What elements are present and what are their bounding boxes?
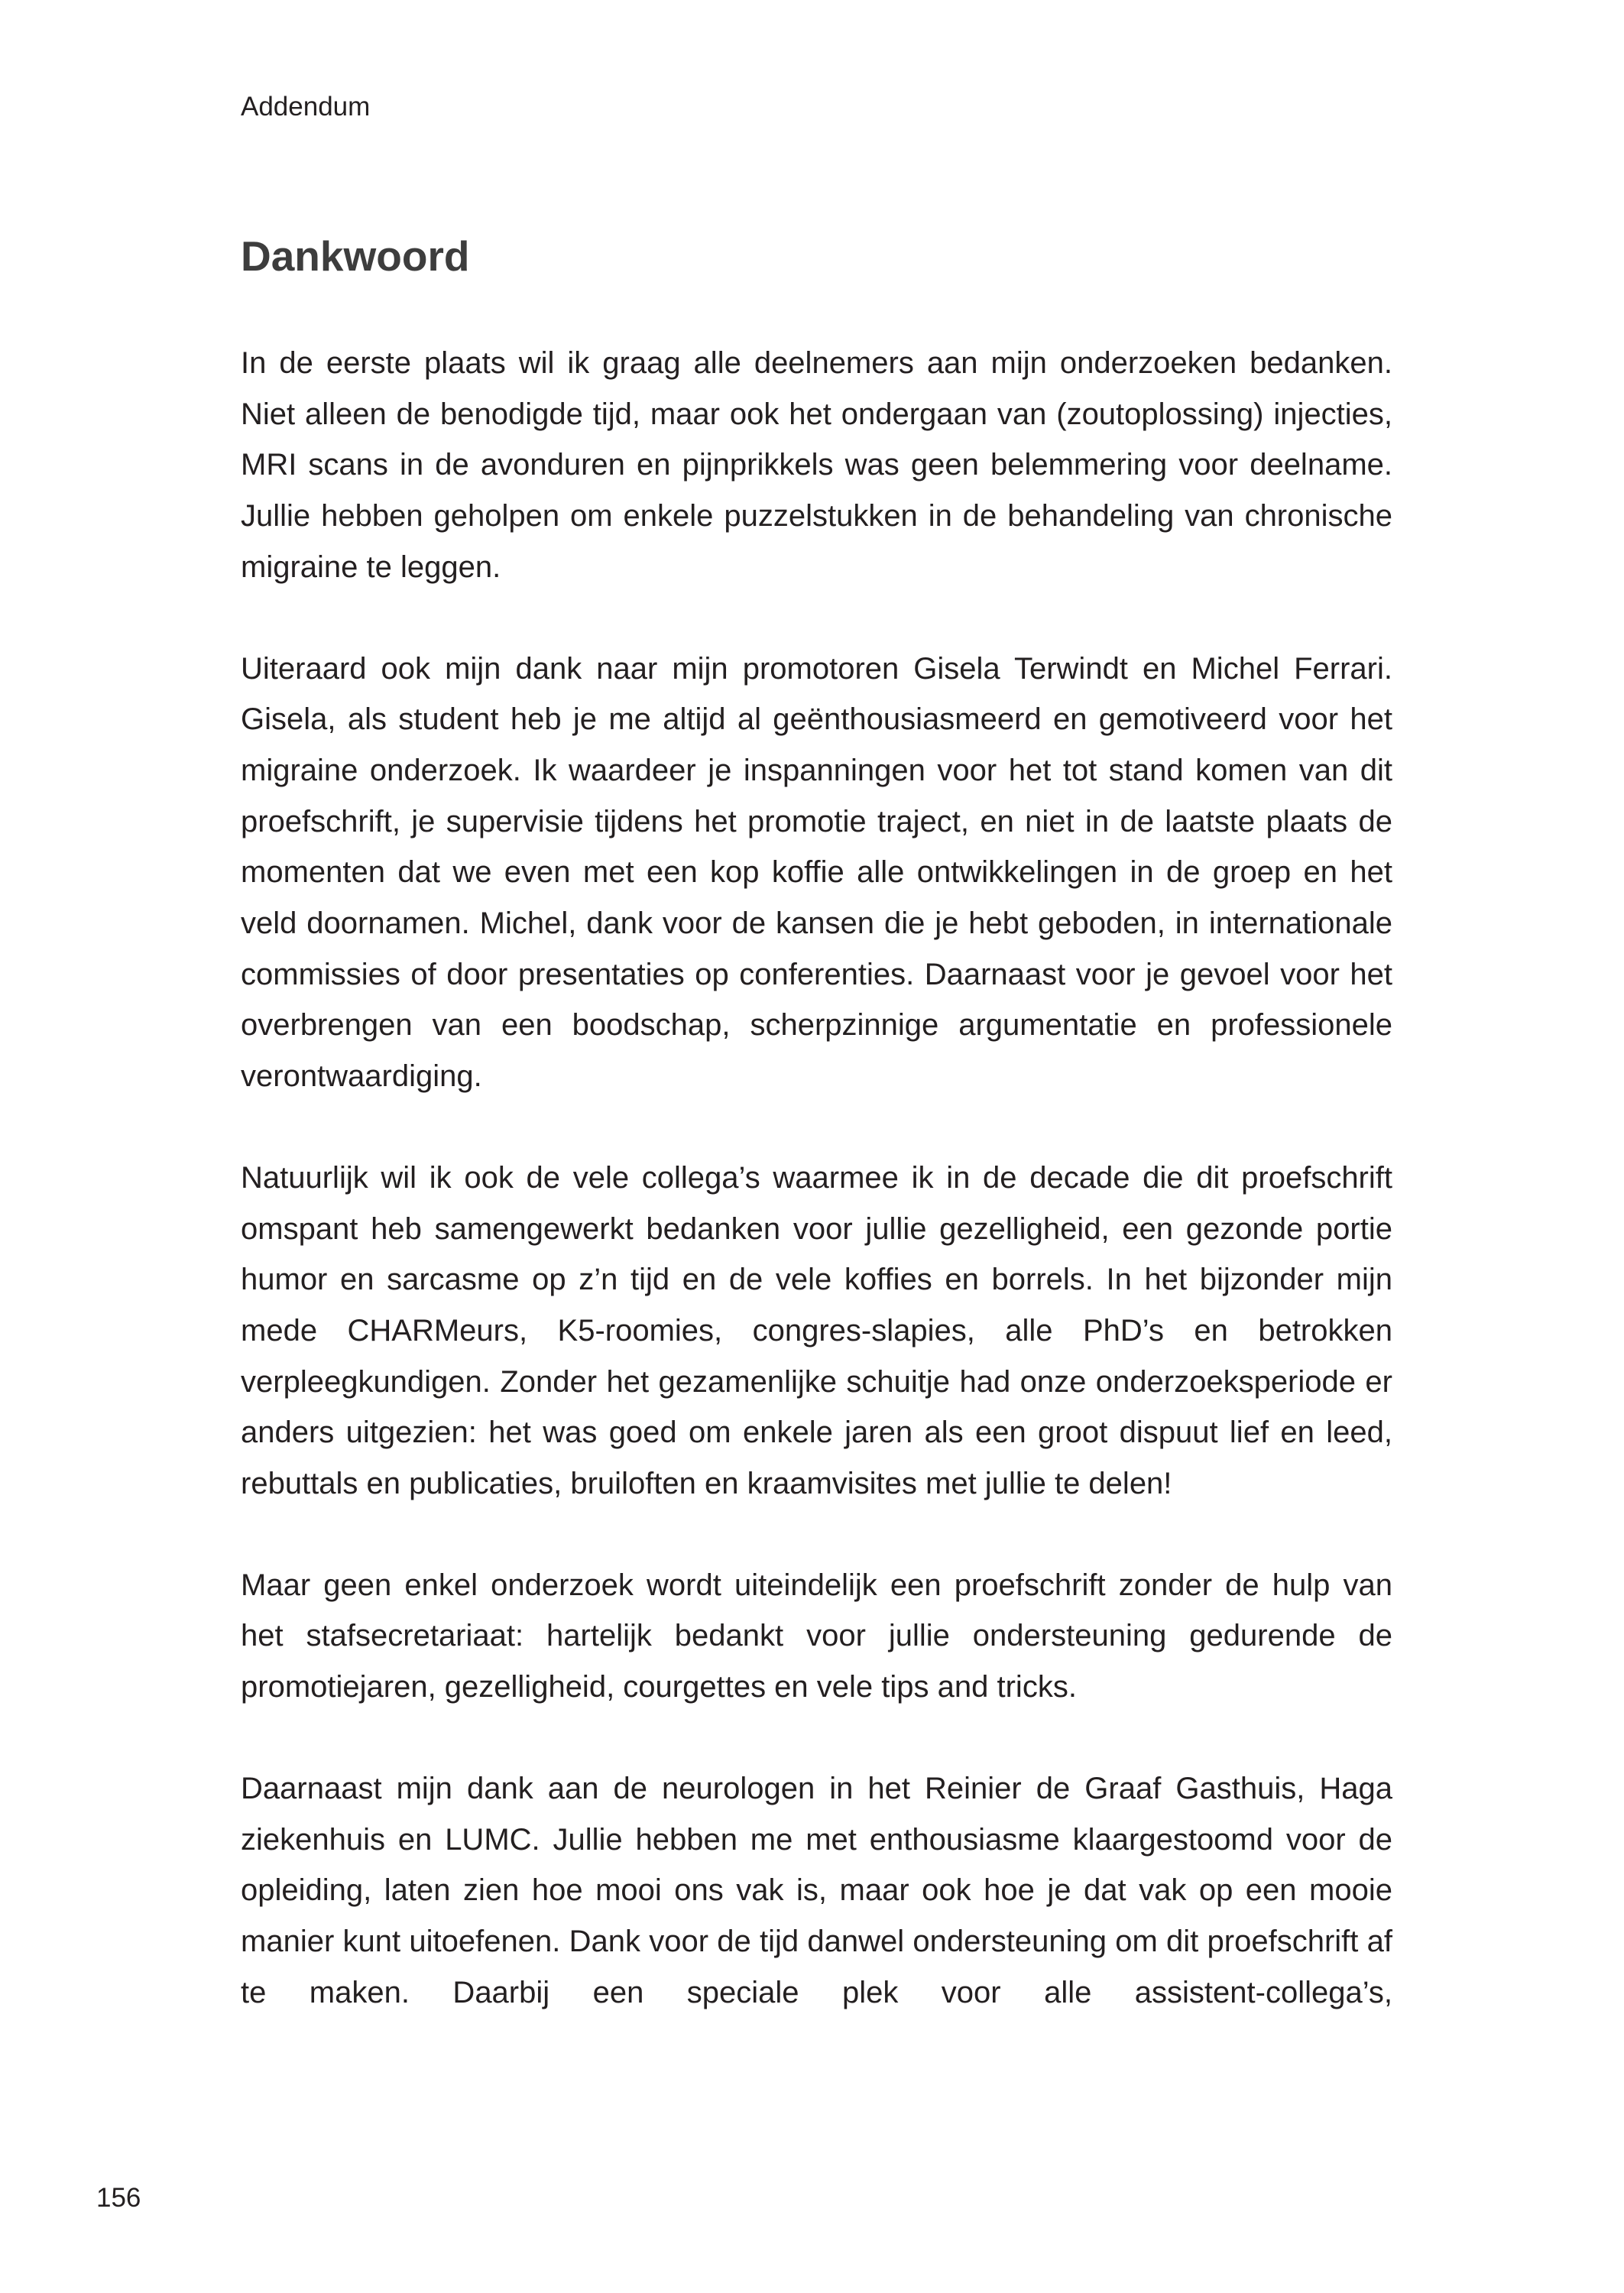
page-title: Dankwoord bbox=[241, 232, 470, 280]
paragraph-promotors: Uiteraard ook mijn dank naar mijn promotoren Gisela Terwindt en Michel Ferrari. Gisela, als student heb je me altijd al geënthousiasmeerd en gemotiveerd voor het migraine onderzoek. Ik waardeer je inspanningen voor het tot stand komen van dit proefschrift, je supervisie tijdens het promotie traject, en niet in de laatste plaats de momenten dat we even met een kop koffie alle ontwikkelingen in de groep en het veld doornamen. Michel, dank voor de kansen die je hebt geboden, in internationale commissies of door presentaties op conferenties. Daarnaast voor je gevoel voor het overbrengen van een boodschap, scherpzinnige argumentatie en professionele verontwaardiging. bbox=[241, 651, 1392, 1094]
paragraph-secretariat: Maar geen enkel onderzoek wordt uiteindelijk een proefschrift zonder de hulp van het stafsecretariaat: hartelijk bedankt voor jullie ondersteuning gedurende de promotiejaren, gezelligheid, courgettes en vele tips and tricks. bbox=[241, 1568, 1392, 1704]
paragraph-colleagues: Natuurlijk wil ik ook de vele collega’s waarmee ik in de decade die dit proefschrift omspant heb samengewerkt bedanken voor jullie gezelligheid, een gezonde portie humor en sarcasme op z’n tijd en de vele koffies en borrels. In het bijzonder mijn mede CHARMeurs, K5-roomies, congres-slapies, alle PhD’s en betrokken verpleegkundigen. Zonder het gezamenlijke schuitje had onze onderzoeksperiode er anders uitgezien: het was goed om enkele jaren als een groot dispuut lief en leed, rebuttals en publicaties, bruiloften en kraamvisites met jullie te delen! bbox=[241, 1160, 1392, 1501]
page-number: 156 bbox=[96, 2183, 141, 2213]
paragraph-participants: In de eerste plaats wil ik graag alle deelnemers aan mijn onderzoeken bedanken. Niet alleen de benodigde tijd, maar ook het ondergaan van (zoutoplossing) injecties, MRI scans in de avonduren en pijnprikkels was geen belemmering voor deelname. Jullie hebben geholpen om enkele puzzelstukken in de behandeling van chronische migraine te leggen. bbox=[241, 346, 1392, 584]
body-text bbox=[241, 338, 1392, 2068]
paragraph-neurologists: Daarnaast mijn dank aan de neurologen in het Reinier de Graaf Gasthuis, Haga ziekenhuis en LUMC. Jullie hebben me met enthousiasme klaargestoomd voor de opleiding, laten zien hoe mooi ons vak is, maar ook hoe je dat vak op een mooie manier kunt uitoefenen. Dank voor de tijd danwel ondersteuning om dit proefschrift af te maken. Daarbij een speciale plek voor alle assistent-collega’s, bbox=[241, 1771, 1392, 2009]
running-header: Addendum bbox=[241, 92, 371, 122]
